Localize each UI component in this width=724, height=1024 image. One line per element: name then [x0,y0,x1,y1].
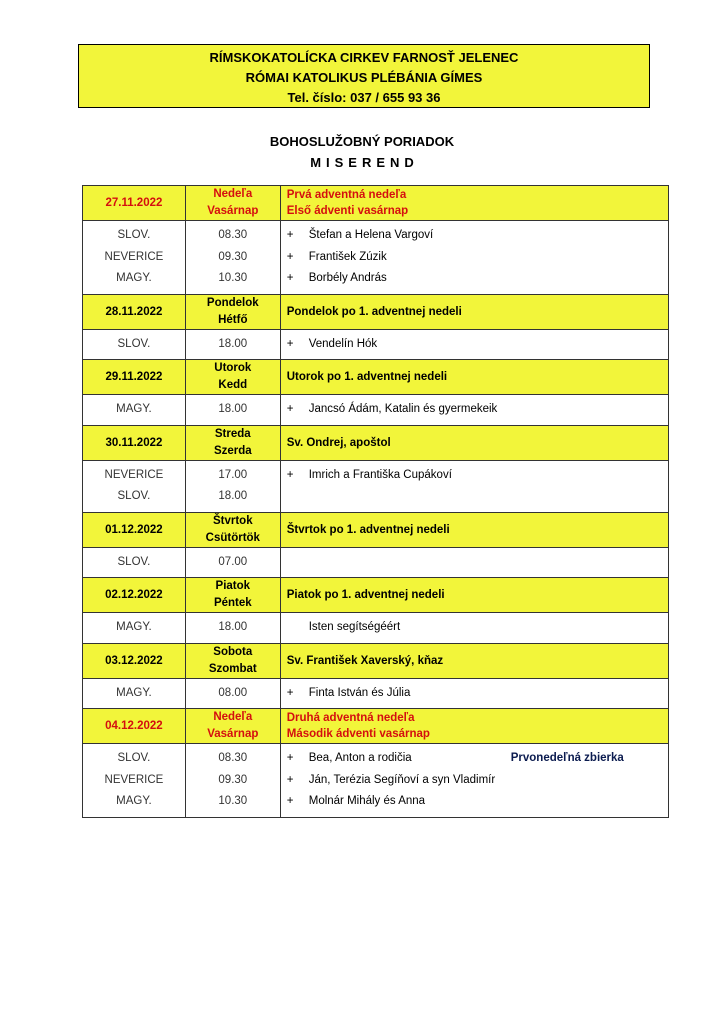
mass-language: MAGY. [116,686,152,699]
mass-row [83,395,669,426]
mass-time: 09.30 [218,250,248,263]
mass-intention: Bea, Anton a rodičia [308,752,412,764]
collection-note: Prvonedeľná zbierka [510,752,624,764]
mass-language: SLOV. [117,490,151,502]
day-header-row [83,643,669,678]
mass-time: 18.00 [218,337,248,350]
day-header-row [83,709,669,744]
cross-marker: + [286,795,294,807]
cross-marker: + [286,403,294,415]
day-name-hu: Hétfő [218,313,248,326]
day-name [185,186,280,221]
day-date: 30.11.2022 [83,425,186,460]
day-header-row [83,425,669,460]
day-feast: Utorok po 1. adventnej nedeli [280,360,668,395]
mass-intention: Vendelín Hók [308,337,378,350]
mass-time: 08.30 [218,752,248,764]
mass-language: NEVERICE [104,773,164,786]
mass-intention: Borbély András [308,272,387,284]
day-name-sk: Nedeľa [213,188,253,200]
day-name-sk: Utorok [214,362,252,374]
mass-intention: Štefan a Helena Vargoví [308,229,434,241]
mass-language: SLOV. [117,555,151,568]
day-name [185,578,280,613]
mass-intention: Jancsó Ádám, Katalin és gyermekeik [308,403,498,415]
day-name [185,643,280,678]
mass-time: 07.00 [218,555,248,568]
day-name-hu: Szombat [208,662,257,675]
mass-row [83,329,669,360]
mass-row [83,460,669,512]
day-name-sk: Štvrtok [212,514,253,527]
day-name [185,512,280,547]
mass-row [83,613,669,644]
mass-intention: Ján, Terézia Segíňoví a syn Vladimír [308,773,496,786]
mass-intention: Molnár Mihály és Anna [308,795,426,807]
day-date: 04.12.2022 [83,709,186,744]
mass-row [83,221,669,295]
mass-language: NEVERICE [104,468,164,481]
feast-hu: Első ádventi vasárnap [286,205,409,217]
mass-language: SLOV. [117,337,151,350]
day-name [185,425,280,460]
mass-intention: Imrich a Františka Cupákoví [308,468,452,481]
mass-time: 08.00 [218,686,248,699]
cross-marker: + [286,773,294,786]
day-header-row [83,186,669,221]
parish-name-hu: RÓMAI KATOLIKUS PLÉBÁNIA GÍMES [245,70,483,85]
day-name-hu: Vasárnap [207,728,259,740]
cross-marker: + [286,468,294,481]
day-name-hu: Péntek [213,597,252,609]
mass-row [83,547,669,578]
day-name-sk: Pondelok [206,296,259,309]
day-header-row [83,360,669,395]
day-name-sk: Streda [214,427,251,440]
parish-phone: Tel. číslo: 037 / 655 93 36 [287,90,441,105]
day-feast: Sv. František Xaverský, kňaz [280,643,668,678]
feast-hu: Második ádventi vasárnap [286,728,430,740]
mass-language: NEVERICE [104,250,164,263]
mass-intention: Isten segítségéért [308,621,401,633]
schedule-title-hu: MISEREND [310,155,419,170]
mass-time: 18.00 [218,403,248,415]
mass-schedule-table [82,185,669,818]
day-date: 02.12.2022 [83,578,186,613]
day-name [185,294,280,329]
cross-marker: + [286,272,294,284]
day-header-row [83,294,669,329]
day-name [185,709,280,744]
day-name [185,360,280,395]
cross-marker: + [286,686,294,699]
day-date: 27.11.2022 [83,186,186,221]
day-feast: Sv. Ondrej, apoštol [280,425,668,460]
day-date: 28.11.2022 [83,294,186,329]
day-date: 03.12.2022 [83,643,186,678]
day-feast [280,709,668,744]
mass-intention: Finta István és Júlia [308,686,411,699]
mass-language: MAGY. [116,621,152,633]
mass-time: 18.00 [218,621,248,633]
parish-name-sk: RÍMSKOKATOLÍCKA CIRKEV FARNOSŤ JELENEC [209,50,519,65]
day-feast: Piatok po 1. adventnej nedeli [280,578,668,613]
day-name-hu: Kedd [218,379,248,391]
day-date: 29.11.2022 [83,360,186,395]
schedule-title-sk: BOHOSLUŽOBNÝ PORIADOK [269,134,455,149]
feast-sk: Druhá adventná nedeľa [286,712,415,724]
day-name-sk: Sobota [213,645,253,658]
day-name-hu: Vasárnap [207,205,259,217]
cross-marker: + [286,337,294,350]
mass-language: MAGY. [116,795,152,807]
day-date: 01.12.2022 [83,512,186,547]
mass-row [83,678,669,709]
mass-language: SLOV. [117,229,151,241]
day-name-hu: Szerda [213,444,252,457]
cross-marker: + [286,250,294,263]
mass-time: 09.30 [218,773,248,786]
mass-language: SLOV. [117,752,151,764]
day-header-row [83,578,669,613]
mass-time: 10.30 [218,795,248,807]
mass-time: 08.30 [218,229,248,241]
mass-time: 18.00 [218,490,248,502]
mass-language: MAGY. [116,272,152,284]
day-name-sk: Nedeľa [213,711,253,723]
day-name-hu: Csütörtök [205,531,260,544]
cross-marker: + [286,752,294,764]
day-name-sk: Piatok [215,580,251,592]
day-feast [280,186,668,221]
cross-marker: + [286,229,294,241]
mass-time: 10.30 [218,272,248,284]
parish-header [78,44,650,108]
day-feast: Štvrtok po 1. adventnej nedeli [280,512,668,547]
mass-language: MAGY. [116,403,152,415]
day-header-row [83,512,669,547]
mass-row [83,744,669,818]
feast-sk: Prvá adventná nedeľa [286,189,407,201]
mass-time: 17.00 [218,468,248,481]
mass-intention: František Zúzik [308,250,387,263]
day-feast: Pondelok po 1. adventnej nedeli [280,294,668,329]
